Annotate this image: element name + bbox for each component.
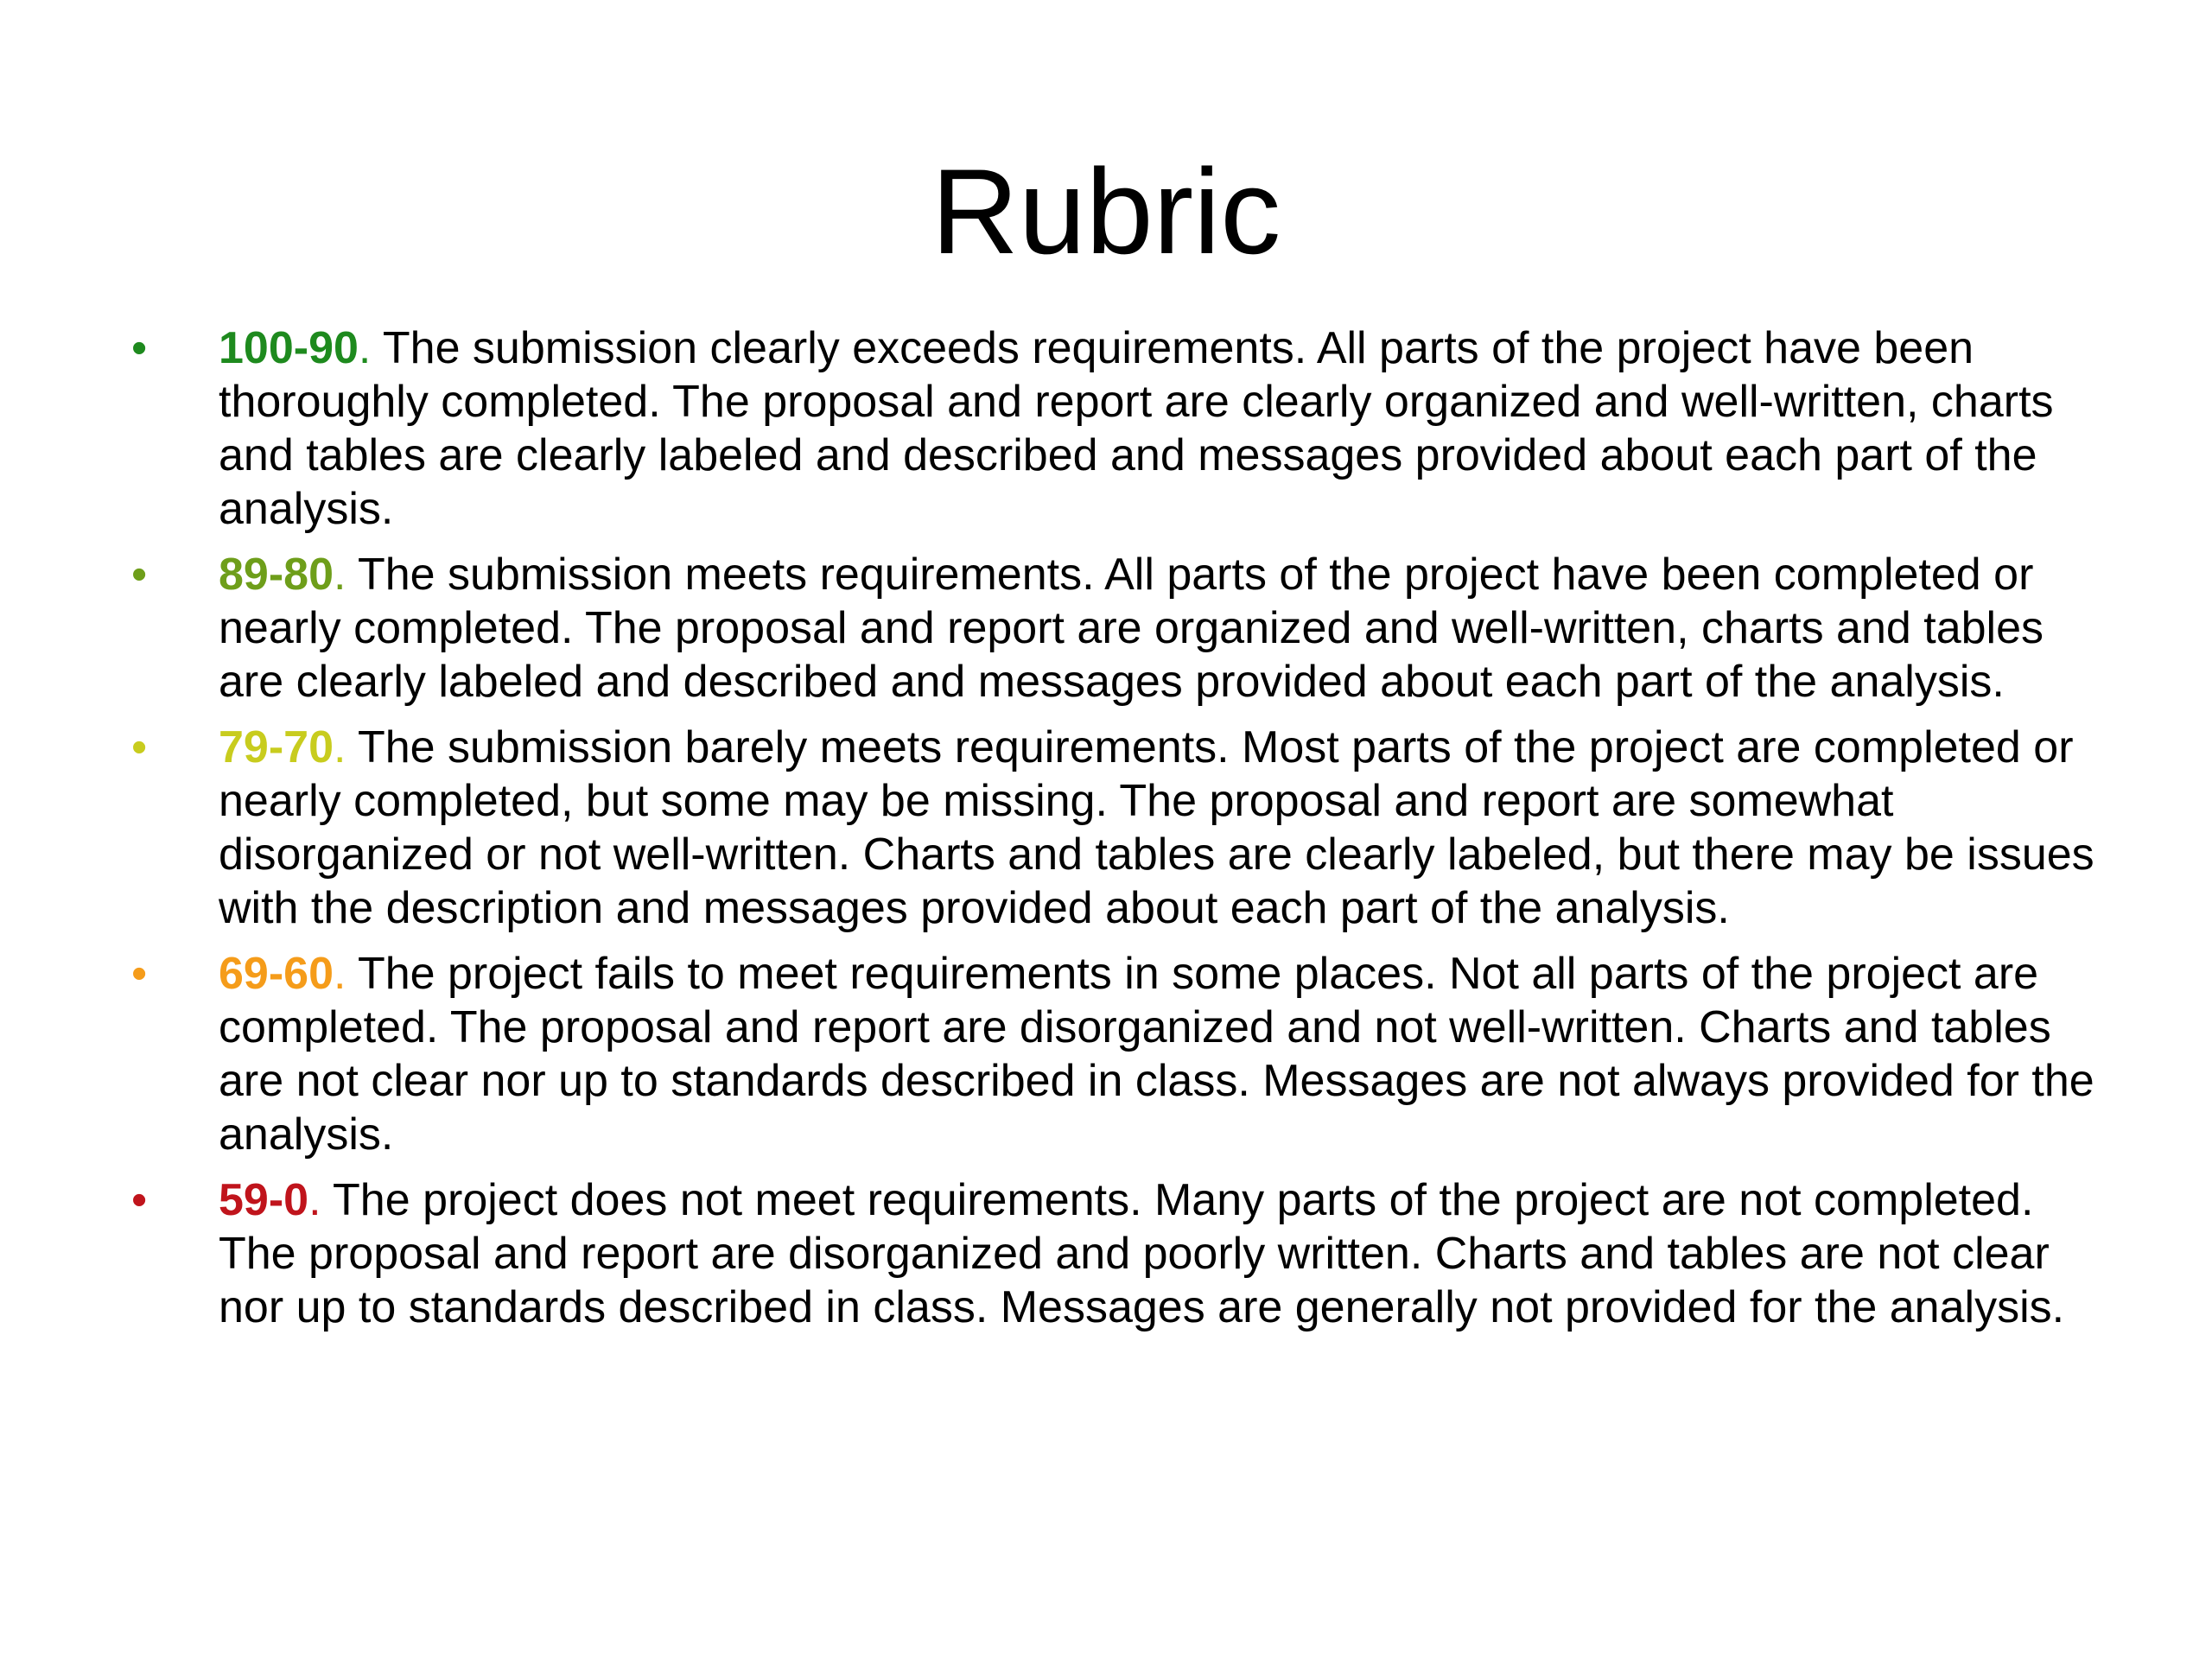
- grade-range: 79-70: [219, 722, 334, 772]
- grade-range: 100-90: [219, 323, 359, 373]
- bullet-icon: •: [131, 949, 148, 999]
- grade-range-period: .: [334, 550, 346, 600]
- grade-range-period: .: [358, 323, 372, 373]
- grade-description: The submission barely meets requirements. Most parts of the project are completed or nearly completed, but some may be missing. The proposal and report are somewhat disorganized or not well-written. Charts and tables are clearly labeled, but there may be issues with the description and messages provided about each part of the analysis.: [219, 722, 2094, 933]
- grade-range-period: .: [334, 722, 346, 772]
- bullet-icon: •: [131, 550, 148, 600]
- slide-title: Rubric: [931, 143, 1281, 279]
- rubric-item-89-80: [131, 548, 2110, 709]
- grade-range-period: .: [334, 949, 346, 999]
- grade-description: The project fails to meet requirements in some places. Not all parts of the project are completed. The proposal and report are disorganized and not well-written. Charts and tables are not clear nor up to standards described in class. Messages are not always provided for the analysis.: [219, 949, 2094, 1160]
- rubric-item-100-90: [131, 321, 2110, 536]
- grade-range: 89-80: [219, 550, 334, 600]
- rubric-item-59-0: [131, 1173, 2110, 1334]
- bullet-icon: •: [131, 323, 148, 373]
- rubric-item-69-60: [131, 947, 2110, 1161]
- bullet-icon: •: [131, 722, 148, 772]
- rubric-item-79-70: [131, 721, 2110, 935]
- grade-range-period: .: [308, 1175, 321, 1225]
- grade-description: The submission meets requirements. All parts of the project have been completed or nearly completed. The proposal and report are organized and well-written, charts and tables are clearly labeled and described and messages provided about each part of the analysis.: [219, 550, 2044, 707]
- rubric-list: [131, 321, 2110, 1346]
- grade-description: The submission clearly exceeds requirements. All parts of the project have been thoroughly completed. The proposal and report are clearly organized and well-written, charts and tables are clearly labeled and described and messages provided about each part of the analysis.: [219, 323, 2054, 534]
- grade-range: 59-0: [219, 1175, 309, 1225]
- grade-description: The project does not meet requirements. Many parts of the project are not completed. The proposal and report are disorganized and poorly written. Charts and tables are not clear nor up to standards described in class. Messages are generally not provided for the analysis.: [219, 1175, 2065, 1332]
- grade-range: 69-60: [219, 949, 334, 999]
- bullet-icon: •: [131, 1175, 148, 1225]
